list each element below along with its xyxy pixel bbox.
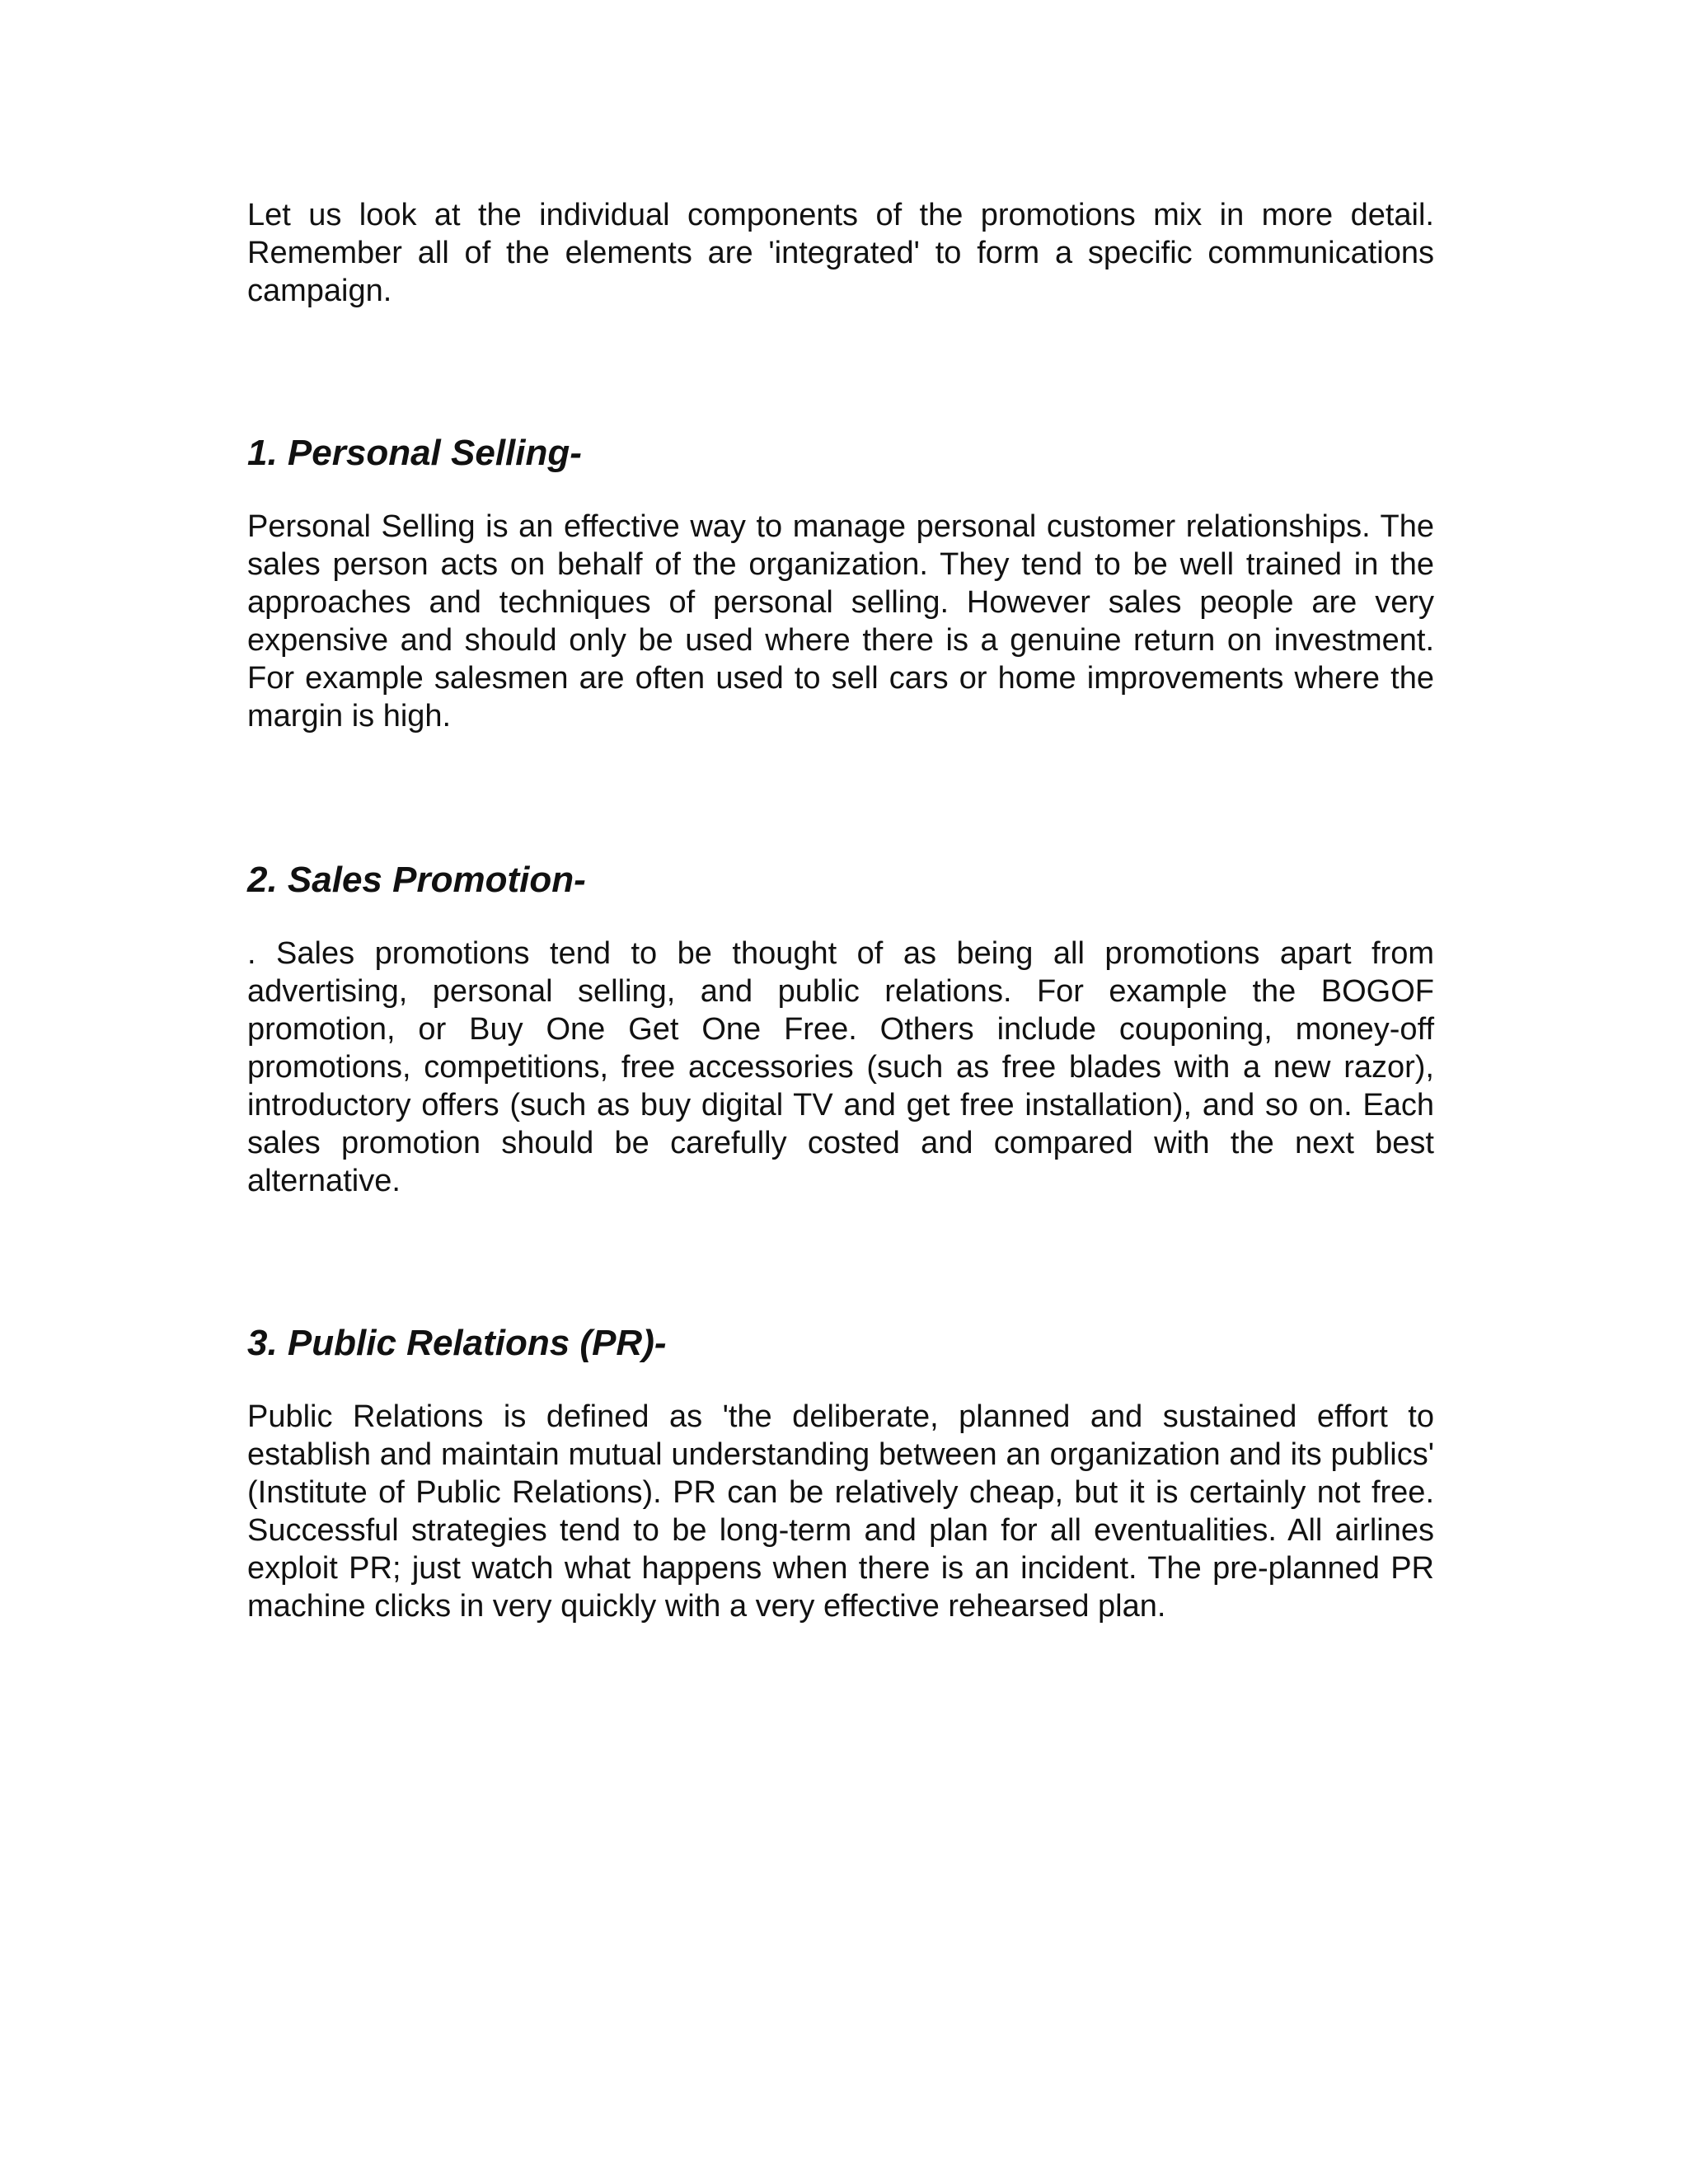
section-heading: 2. Sales Promotion-	[247, 860, 586, 900]
document-page	[247, 196, 1434, 1625]
section-personal-selling	[247, 430, 1434, 735]
section-body: . Sales promotions tend to be thought of as being all promotions apart from advertising, personal selling, and public relations. For example the BOGOF promotion, or Buy One Get One Free. Others include couponing, money-off promotions, competitions, free accessories (such as free blades with a new razor), introductory offers (such as buy digital TV and get free installation), and so on. Each sales promotion should be carefully costed and compared with the next best alternative.	[247, 936, 1434, 1198]
section-sales-promotion	[247, 857, 1434, 1200]
section-body: Personal Selling is an effective way to manage personal customer relationships. The sales person acts on behalf of the organization. They tend to be well trained in the approaches and techniques of personal selling. However sales people are very expensive and should only be used where there is a genuine return on investment. For example salesmen are often used to sell cars or home improvements where the margin is high.	[247, 509, 1434, 733]
section-heading: 1. Personal Selling-	[247, 433, 582, 473]
section-public-relations	[247, 1320, 1434, 1625]
section-heading: 3. Public Relations (PR)-	[247, 1323, 667, 1363]
intro-paragraph: Let us look at the individual components of the promotions mix in more detail. Remember all of the elements are 'integrated' to form a specific communications campaign.	[247, 198, 1434, 308]
section-body: Public Relations is defined as 'the deliberate, planned and sustained effort to establish and maintain mutual understanding between an organization and its publics' (Institute of Public Relations). PR can be relatively cheap, but it is certainly not free. Successful strategies tend to be long-term and plan for all eventualities. All airlines exploit PR; just watch what happens when there is an incident. The pre-planned PR machine clicks in very quickly with a very effective rehearsed plan.	[247, 1399, 1434, 1624]
